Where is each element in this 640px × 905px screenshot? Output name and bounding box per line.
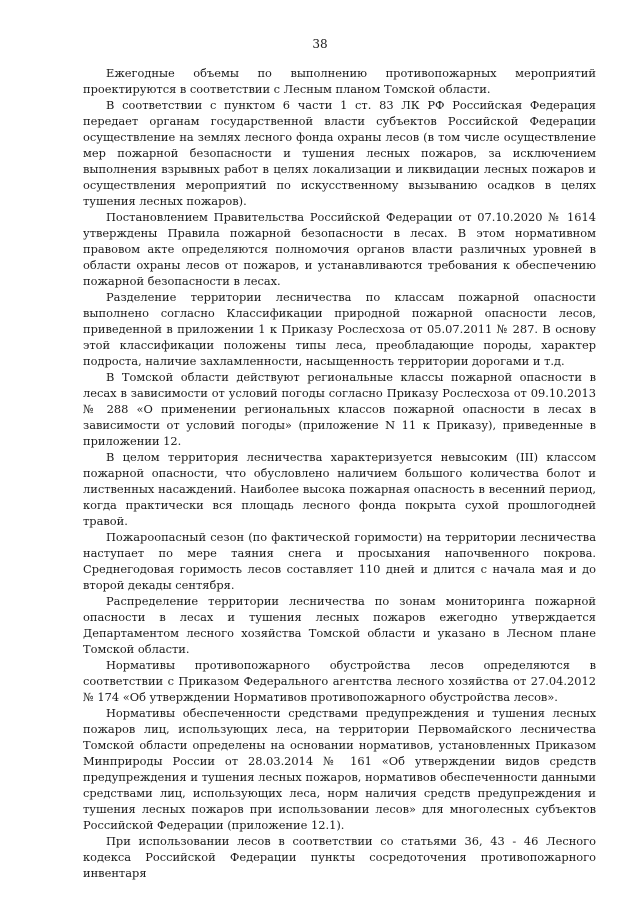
paragraph: Ежегодные объемы по выполнению противопожарных мероприятий проектируются в соответствии с Лесным планом Томской области. — [83, 66, 596, 96]
paragraph: В Томской области действуют региональные классы пожарной опасности в лесах в зависимости от условий погоды согласно Приказу Рослесхоза от 09.10.2013 № 288 «О применении региональных классов пожарной опасности в лесах в зависимости от условий погоды» (приложение N 11 к Приказу), приведенные в приложении 12. — [83, 370, 596, 448]
paragraph: Разделение территории лесничества по классам пожарной опасности выполнено согласно Классификации природной пожарной опасности лесов, приведенной в приложении 1 к Приказу Рослесхоза от 05.07.2011 № 287. В основу этой классификации положены типы леса, преобладающие породы, характер подроста, наличие захламленности, насыщенность территории дорогами и т.д. — [83, 290, 596, 368]
paragraph: Нормативы противопожарного обустройства лесов определяются в соответствии с Приказом Федерального агентства лесного хозяйства от 27.04.2012 № 174 «Об утверждении Нормативов противопожарного обустройства лесов». — [83, 658, 596, 704]
paragraph: При использовании лесов в соответствии со статьями 36, 43 - 46 Лесного кодекса Российской Федерации пункты сосредоточения противопожарного инвентаря — [83, 834, 596, 880]
paragraph: Пожароопасный сезон (по фактической горимости) на территории лесничества наступает по мере таяния снега и просыхания напочвенного покрова. Среднегодовая горимость лесов составляет 110 дней и длится с начала мая и до второй декады сентября. — [83, 530, 596, 592]
page-number: 38 — [312, 37, 328, 51]
paragraph: Распределение территории лесничества по зонам мониторинга пожарной опасности в лесах и тушения лесных пожаров ежегодно утверждается Департаментом лесного хозяйства Томской области и указано в Лесном плане Томской области. — [83, 594, 596, 656]
paragraph: Нормативы обеспеченности средствами предупреждения и тушения лесных пожаров лиц, использующих леса, на территории Первомайского лесничества Томской области определены на основании нормативов, установленных Приказом Минприроды России от 28.03.2014 № 161 «Об утверждении видов средств предупреждения и тушения лесных пожаров, нормативов обеспеченности данными средствами лиц, использующих леса, норм наличия средств предупреждения и тушения лесных пожаров при использовании лесов» для многолесных субъектов Российской Федерации (приложение 12.1). — [83, 706, 596, 832]
paragraph: Постановлением Правительства Российской Федерации от 07.10.2020 № 1614 утверждены Правила пожарной безопасности в лесах. В этом нормативном правовом акте определяются полномочия органов власти различных уровней в области охраны лесов от пожаров, и устанавливаются требования к обеспечению пожарной безопасности в лесах. — [83, 210, 596, 288]
paragraph: В целом территория лесничества характеризуется невысоким (III) классом пожарной опасности, что обусловлено наличием большого количества болот и лиственных насаждений. Наиболее высока пожарная опасность в весенний период, когда практически вся площадь лесного фонда покрыта сухой прошлогодней травой. — [83, 450, 596, 528]
document-body — [83, 65, 596, 881]
paragraph: В соответствии с пунктом 6 части 1 ст. 83 ЛК РФ Российская Федерация передает органам государственной власти субъектов Российской Федерации осуществление на землях лесного фонда охраны лесов (в том числе осуществление мер пожарной безопасности и тушения лесных пожаров, за исключением выполнения взрывных работ в целях локализации и ликвидации лесных пожаров и осуществления мероприятий по искусственному вызыванию осадков в целях тушения лесных пожаров). — [83, 98, 596, 208]
